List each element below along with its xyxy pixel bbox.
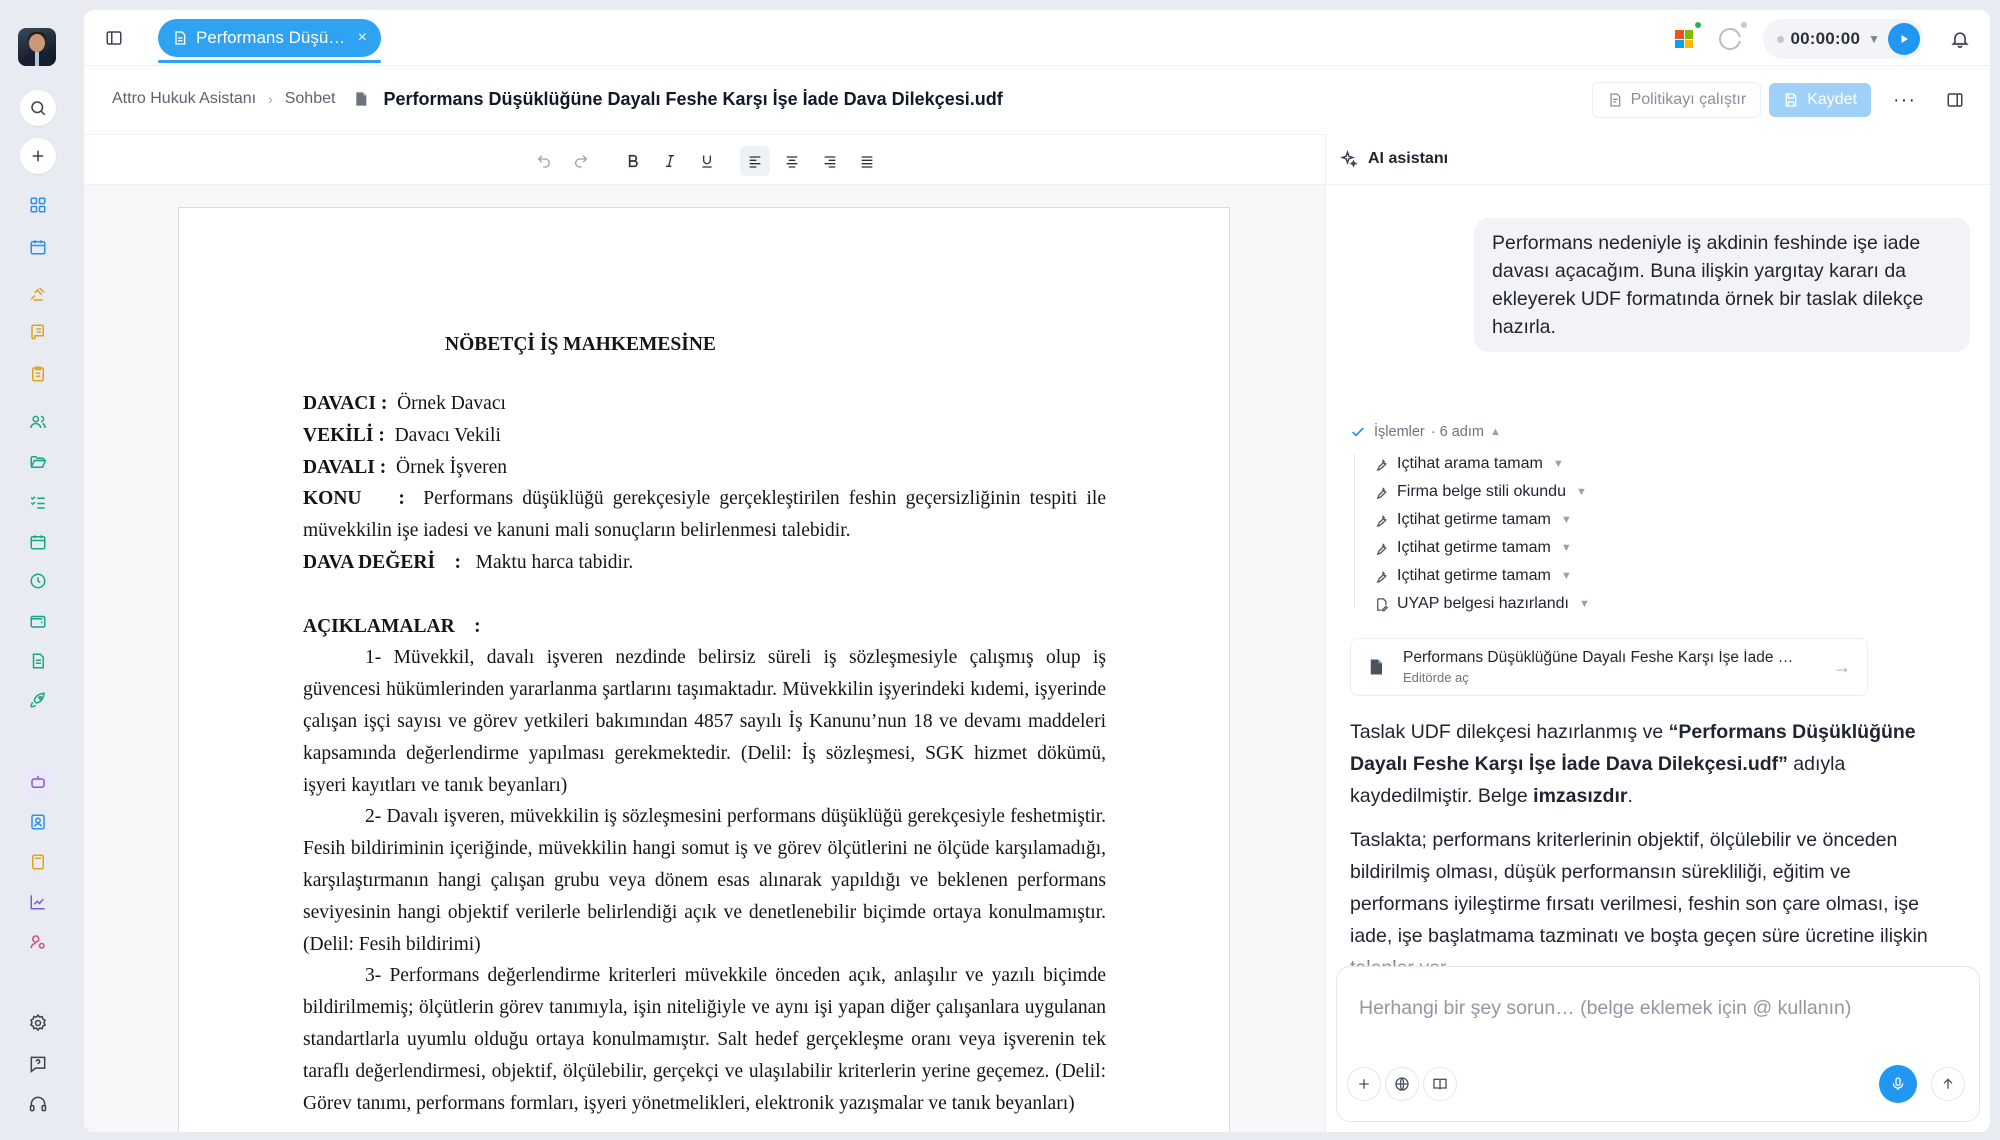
breadcrumb-root[interactable]: Attro Hukuk Asistanı xyxy=(112,90,257,107)
microsoft-icon[interactable] xyxy=(1675,30,1693,48)
case-value-row: DAVA DEĞERİ : Maktu harca tabidir. xyxy=(303,551,634,573)
arrow-right-icon[interactable]: → xyxy=(1833,656,1851,677)
file-card-name: Performans Düşüklüğüne Dayalı Feshe Karşı İşe İade … xyxy=(1403,649,1794,666)
align-justify-icon xyxy=(859,153,875,169)
chevron-down-icon[interactable]: ▼ xyxy=(1560,570,1572,582)
check-icon xyxy=(1350,424,1366,440)
breadcrumb xyxy=(112,84,1003,114)
align-left-button[interactable] xyxy=(740,146,770,176)
bold-icon xyxy=(625,153,641,169)
file-edit-icon xyxy=(1374,597,1389,612)
wrench-icon xyxy=(1374,485,1389,500)
left-rail xyxy=(0,0,76,1140)
calculator-icon[interactable] xyxy=(24,848,52,876)
underline-button[interactable] xyxy=(692,146,722,176)
paragraph-2: 2- Davalı işveren, müvekkilin iş sözleşmesini performans düşüklüğü gerekçesiyle feshetmiştir. Fesih bildiriminin içeriğinde, müvekkilin hangi somut iş ve görev ölçütlerini ne ölçüde karşılamadığı, karşılaştırmanın hangi çalışan grubu veya dönem esas alınarak yapıldığı ve beklenen performans seviyesinin hangi objektif verilerle belirlendiği açık ve denetlenebilir biçimde ortaya konulmamıştır. (Delil: Fesih bildirimi) xyxy=(303,806,1106,955)
operation-item[interactable] xyxy=(1374,450,1590,478)
operation-label: Firma belge stili okundu xyxy=(1397,483,1566,500)
explanations-heading: AÇIKLAMALAR : xyxy=(303,615,481,637)
italic-icon xyxy=(662,153,678,169)
wallet-icon[interactable] xyxy=(24,607,52,635)
chat-input[interactable]: Herhangi bir şey sorun… (belge eklemek için @ kullanın) xyxy=(1359,997,1852,1019)
paragraph-1: 1- Müvekkil, davalı işveren nezdinde belirsiz süreli iş sözleşmesiyle çalışmış olup iş güvencesi hükümlerinden yararlanma şartlarını taşımaktadır. Müvekkilin işyerindeki kıdemi, işyerinde çalışan işçi sayısı ve görev yetkileri bakımından 4857 sayılı İş Kanunu’nun 18 ve devamı maddeleri kapsamında değerlendirme yapılması gerekmektedir. (Delil: İş sözleşmesi, SGK hizmet dökümü, işyeri kayıtları ve tanık beyanları) xyxy=(303,647,1106,796)
connected-status-dot xyxy=(1695,22,1701,28)
ai-panel-header: AI asistanı xyxy=(1340,144,1448,174)
chevron-down-icon[interactable]: ▼ xyxy=(1578,598,1590,610)
wrench-icon xyxy=(1374,513,1389,528)
voice-input-button[interactable] xyxy=(1879,1065,1917,1103)
bold-button[interactable] xyxy=(618,146,648,176)
globe-icon xyxy=(1394,1076,1410,1092)
arrow-up-icon xyxy=(1940,1076,1956,1092)
tab-close-icon[interactable]: × xyxy=(357,29,367,46)
document-editor xyxy=(84,134,1325,1132)
search-icon xyxy=(29,99,47,117)
panel-toggle-icon[interactable] xyxy=(1946,91,1964,109)
timer-control[interactable] xyxy=(1763,19,1924,59)
breadcrumb-section[interactable]: Sohbet xyxy=(284,90,336,107)
format-toolbar xyxy=(84,135,1325,185)
file-icon xyxy=(1367,656,1385,678)
italic-button[interactable] xyxy=(655,146,685,176)
chart-icon[interactable] xyxy=(24,888,52,916)
divider xyxy=(1326,184,1990,185)
redo-button[interactable] xyxy=(566,146,596,176)
new-button[interactable] xyxy=(20,138,56,174)
align-center-button[interactable] xyxy=(777,146,807,176)
generated-file-card[interactable] xyxy=(1350,638,1868,696)
timer-status-dot xyxy=(1777,36,1784,43)
headset-icon[interactable] xyxy=(24,1090,52,1118)
undo-icon xyxy=(536,153,552,169)
contact-card-icon[interactable] xyxy=(24,808,52,836)
sparkles-icon xyxy=(1340,150,1358,168)
web-search-button[interactable] xyxy=(1385,1067,1419,1101)
attach-button[interactable] xyxy=(1347,1067,1381,1101)
rocket-icon[interactable] xyxy=(24,686,52,714)
microphone-icon xyxy=(1890,1076,1906,1092)
align-right-button[interactable] xyxy=(815,146,845,176)
subject-row: KONU : Performans düşüklüğü gerekçesiyle gerçekleştirilen feshin geçersizliğinin tespiti ile müvekkilin işe iadesi ve kanuni mali sonuçların belirlenmesi talebidir. xyxy=(303,488,1107,542)
document-page[interactable] xyxy=(178,207,1230,1132)
clock-icon[interactable] xyxy=(24,567,52,595)
run-policy-button[interactable]: Politikayı çalıştır xyxy=(1592,82,1762,118)
operation-item[interactable] xyxy=(1374,534,1590,562)
court-heading: NÖBETÇİ İŞ MAHKEMESİNE xyxy=(445,334,716,355)
avatar[interactable] xyxy=(18,28,56,66)
help-icon[interactable] xyxy=(24,1050,52,1078)
plaintiff-row: DAVACI : Örnek Davacı xyxy=(303,393,506,414)
operation-item[interactable] xyxy=(1374,590,1590,618)
more-options-button[interactable]: ··· xyxy=(1893,88,1916,111)
calendar-icon[interactable] xyxy=(24,233,52,261)
search-button[interactable] xyxy=(20,90,56,126)
library-button[interactable] xyxy=(1423,1067,1457,1101)
align-justify-button[interactable] xyxy=(852,146,882,176)
align-right-icon xyxy=(822,153,838,169)
operations-list xyxy=(1350,450,1590,618)
chevron-down-icon[interactable]: ▼ xyxy=(1560,514,1572,526)
folder-open-icon[interactable] xyxy=(24,448,52,476)
wrench-icon xyxy=(1374,541,1389,556)
chat-composer[interactable] xyxy=(1336,966,1980,1122)
plus-icon xyxy=(1356,1076,1372,1092)
play-icon xyxy=(1898,33,1910,45)
google-icon[interactable] xyxy=(1719,28,1741,50)
sidebar-icon xyxy=(105,29,123,47)
scroll-icon[interactable] xyxy=(24,318,52,346)
disconnected-status-dot xyxy=(1741,22,1747,28)
chevron-up-icon[interactable]: ▲ xyxy=(1489,426,1501,438)
chevron-down-icon[interactable]: ▼ xyxy=(1868,32,1880,46)
reply-paragraph-2: Taslakta; performans kriterlerinin objektif, ölçülebilir ve önceden bildirilmiş olması, düşük performansın sürekliliği, eğitim ve performans iyileştirme fırsatı verilmesi, feshin son çare olması, işe iade, işe başlatmama tazminatı ve boşta geçen süre ücretine ilişkin xyxy=(1350,829,1928,947)
operation-label: Içtihat getirme tamam xyxy=(1397,567,1551,584)
ai-assistant-panel xyxy=(1326,134,1990,1132)
operations-log xyxy=(1350,420,1590,618)
operation-item[interactable] xyxy=(1374,562,1590,590)
bell-icon[interactable] xyxy=(1950,29,1970,49)
plus-icon xyxy=(29,147,47,165)
document-body xyxy=(303,388,1106,1119)
bot-icon[interactable] xyxy=(24,768,52,796)
file-icon xyxy=(353,90,369,108)
policy-icon xyxy=(1607,92,1623,108)
open-in-editor-link[interactable]: Editörde aç xyxy=(1403,670,1469,685)
redo-icon xyxy=(573,153,589,169)
book-open-icon xyxy=(1432,1076,1448,1092)
operation-item[interactable] xyxy=(1374,478,1590,506)
page-title: Performans Düşüklüğüne Dayalı Feshe Karşı İşe İade Dava Dilekçesi.udf xyxy=(383,88,1003,109)
calendar-check-icon[interactable] xyxy=(24,528,52,556)
save-icon xyxy=(1783,92,1799,108)
settings-icon[interactable] xyxy=(24,1009,52,1037)
chevron-down-icon[interactable]: ▼ xyxy=(1560,542,1572,554)
user-message: Performans nedeniyle iş akdinin feshinde işe iade davası açacağım. Buna ilişkin yargıtay kararı da ekleyerek UDF formatında örnek bir taslak dilekçe hazırla. xyxy=(1474,218,1970,352)
dashboard-icon[interactable] xyxy=(24,191,52,219)
checklist-icon[interactable] xyxy=(24,488,52,516)
user-settings-icon[interactable] xyxy=(24,928,52,956)
operation-item[interactable] xyxy=(1374,506,1590,534)
chevron-right-icon: › xyxy=(268,91,273,107)
chevron-down-icon[interactable]: ▼ xyxy=(1552,458,1564,470)
users-icon[interactable] xyxy=(24,408,52,436)
operation-label: UYAP belgesi hazırlandı xyxy=(1397,595,1569,612)
document-actions xyxy=(1592,82,1964,118)
send-button[interactable] xyxy=(1931,1067,1965,1101)
play-button[interactable] xyxy=(1888,23,1920,55)
tab-title: Performans Düşü… xyxy=(196,28,346,47)
sidebar-toggle-button[interactable] xyxy=(102,26,126,50)
tab-active-indicator xyxy=(158,60,381,63)
underline-icon xyxy=(699,153,715,169)
operation-label: Içtihat getirme tamam xyxy=(1397,539,1551,556)
defendant-row: DAVALI : Örnek İşveren xyxy=(303,456,508,478)
clipboard-icon[interactable] xyxy=(24,360,52,388)
align-left-icon xyxy=(747,153,763,169)
document-icon[interactable] xyxy=(24,647,52,675)
paragraph-3: 3- Performans değerlendirme kriterleri müvekkile önceden açık, anlaşılır ve yazılı biçimde bildirilmemiş; ölçütlerin görev tanımıyla, işin niteliğiyle ve aynı işi yapan diğer çalışanlara uygulanan standartlarla uyumlu olduğu ortaya konulmamıştır. Salt hedef gerçekleşme oranı veya işverenin tek taraflı değerlendirmesi, objektif, ölçülebilir, gerçekçi ve ulaşılabilir kriterlerin yerine geçemez. (Delil: Görev tanımı, performans formları, işyeri yönetmelikleri, elektronik yazışmalar ve tanık beyanları) xyxy=(303,965,1106,1114)
gavel-icon[interactable] xyxy=(24,280,52,308)
reply-paragraph-1: Taslak UDF dilekçesi hazırlanmış ve “Performans Düşüklüğüne Dayalı Feshe Karşı İşe İade Dava Dilekçesi.udf” adıyla kaydedilmiştir. Belge imzasızdır. xyxy=(1350,721,1916,807)
undo-button[interactable] xyxy=(529,146,559,176)
align-center-icon xyxy=(784,153,800,169)
save-button[interactable]: Kaydet xyxy=(1769,83,1871,117)
operation-label: Içtihat arama tamam xyxy=(1397,455,1543,472)
tab-document[interactable] xyxy=(158,19,381,57)
main-window xyxy=(84,10,1990,1132)
operations-header[interactable]: İşlemler · 6 adım ▲ xyxy=(1350,420,1590,444)
tab-bar xyxy=(84,10,1990,66)
timer-value: 00:00:00 xyxy=(1790,29,1861,48)
wrench-icon xyxy=(1374,569,1389,584)
wrench-icon xyxy=(1374,457,1389,472)
attorney-row: VEKİLİ : Davacı Vekili xyxy=(303,424,501,446)
chevron-down-icon[interactable]: ▼ xyxy=(1575,486,1587,498)
operation-label: Içtihat getirme tamam xyxy=(1397,511,1551,528)
top-right-controls xyxy=(1675,20,1970,58)
file-icon xyxy=(172,30,188,46)
